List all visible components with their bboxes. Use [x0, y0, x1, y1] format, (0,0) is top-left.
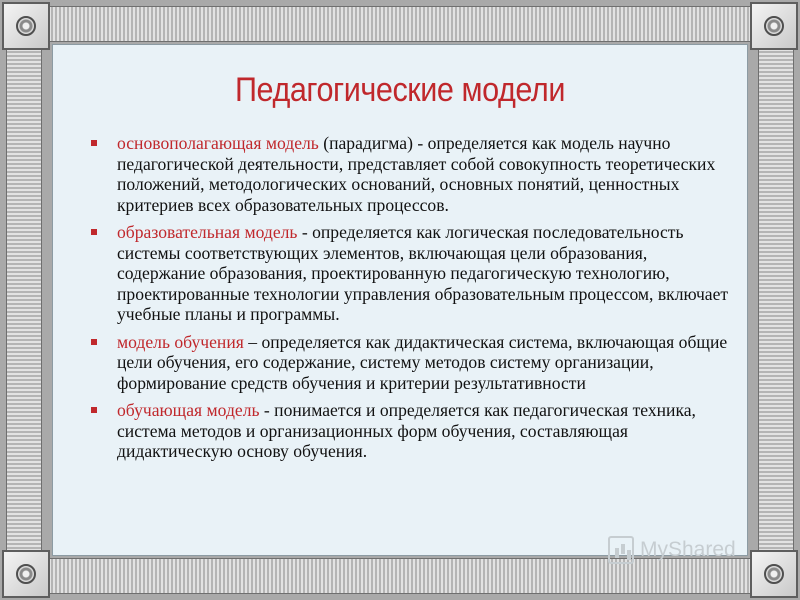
- frame-top-bar: [40, 6, 760, 42]
- square-bullet-icon: [91, 339, 97, 345]
- term-definition: (парадигма) - определяется как модель научно педагогической деятельности, представляет собой совокупность теоретических положений, методологических оснований, основных понятий, ценностных критериев всех образовательных процессов.: [117, 133, 716, 215]
- corner-bolt-bottom-left: [2, 550, 50, 598]
- term-definition: – определяется как дидактическая система, включающая общие цели обучения, его содержание, систему методов систему организации, формирование средств обучения и критерии результативности: [117, 331, 728, 393]
- bolt-icon: [16, 16, 36, 36]
- square-bullet-icon: [91, 407, 97, 413]
- watermark-text: MyShared: [640, 538, 736, 561]
- corner-bolt-top-right: [750, 2, 798, 50]
- list-item: [91, 222, 731, 325]
- term-label: образовательная модель: [117, 222, 298, 242]
- slide-title: Педагогические модели: [235, 71, 565, 109]
- slide-panel: [52, 44, 748, 556]
- list-item: [91, 400, 731, 462]
- term-label: основополагающая модель: [117, 133, 319, 153]
- square-bullet-icon: [91, 229, 97, 235]
- frame-right-bar: [758, 40, 794, 560]
- list-item: [91, 133, 731, 215]
- term-definition: - определяется как логическая последовательность системы соответствующих элементов, включающая цели образования, содержание образования, проектированную педагогическую технологию, проектированные технологии управления образовательным процессом, включает учебные планы и программы.: [117, 222, 729, 324]
- bolt-icon: [764, 564, 784, 584]
- myshared-watermark: [608, 536, 736, 564]
- myshared-logo-icon: [608, 536, 634, 564]
- term-label: модель обучения: [117, 331, 244, 352]
- corner-bolt-top-left: [2, 2, 50, 50]
- bolt-icon: [16, 564, 36, 584]
- bolt-icon: [764, 16, 784, 36]
- definition-list: [91, 133, 731, 469]
- term-definition: - понимается и определяется как педагогическая техника, система методов и организационных форм обучения, составляющая дидактическую основу обучения.: [117, 400, 696, 461]
- frame-left-bar: [6, 40, 42, 560]
- list-item: [91, 332, 731, 394]
- corner-bolt-bottom-right: [750, 550, 798, 598]
- term-label: обучающая модель: [117, 400, 260, 420]
- square-bullet-icon: [91, 140, 97, 146]
